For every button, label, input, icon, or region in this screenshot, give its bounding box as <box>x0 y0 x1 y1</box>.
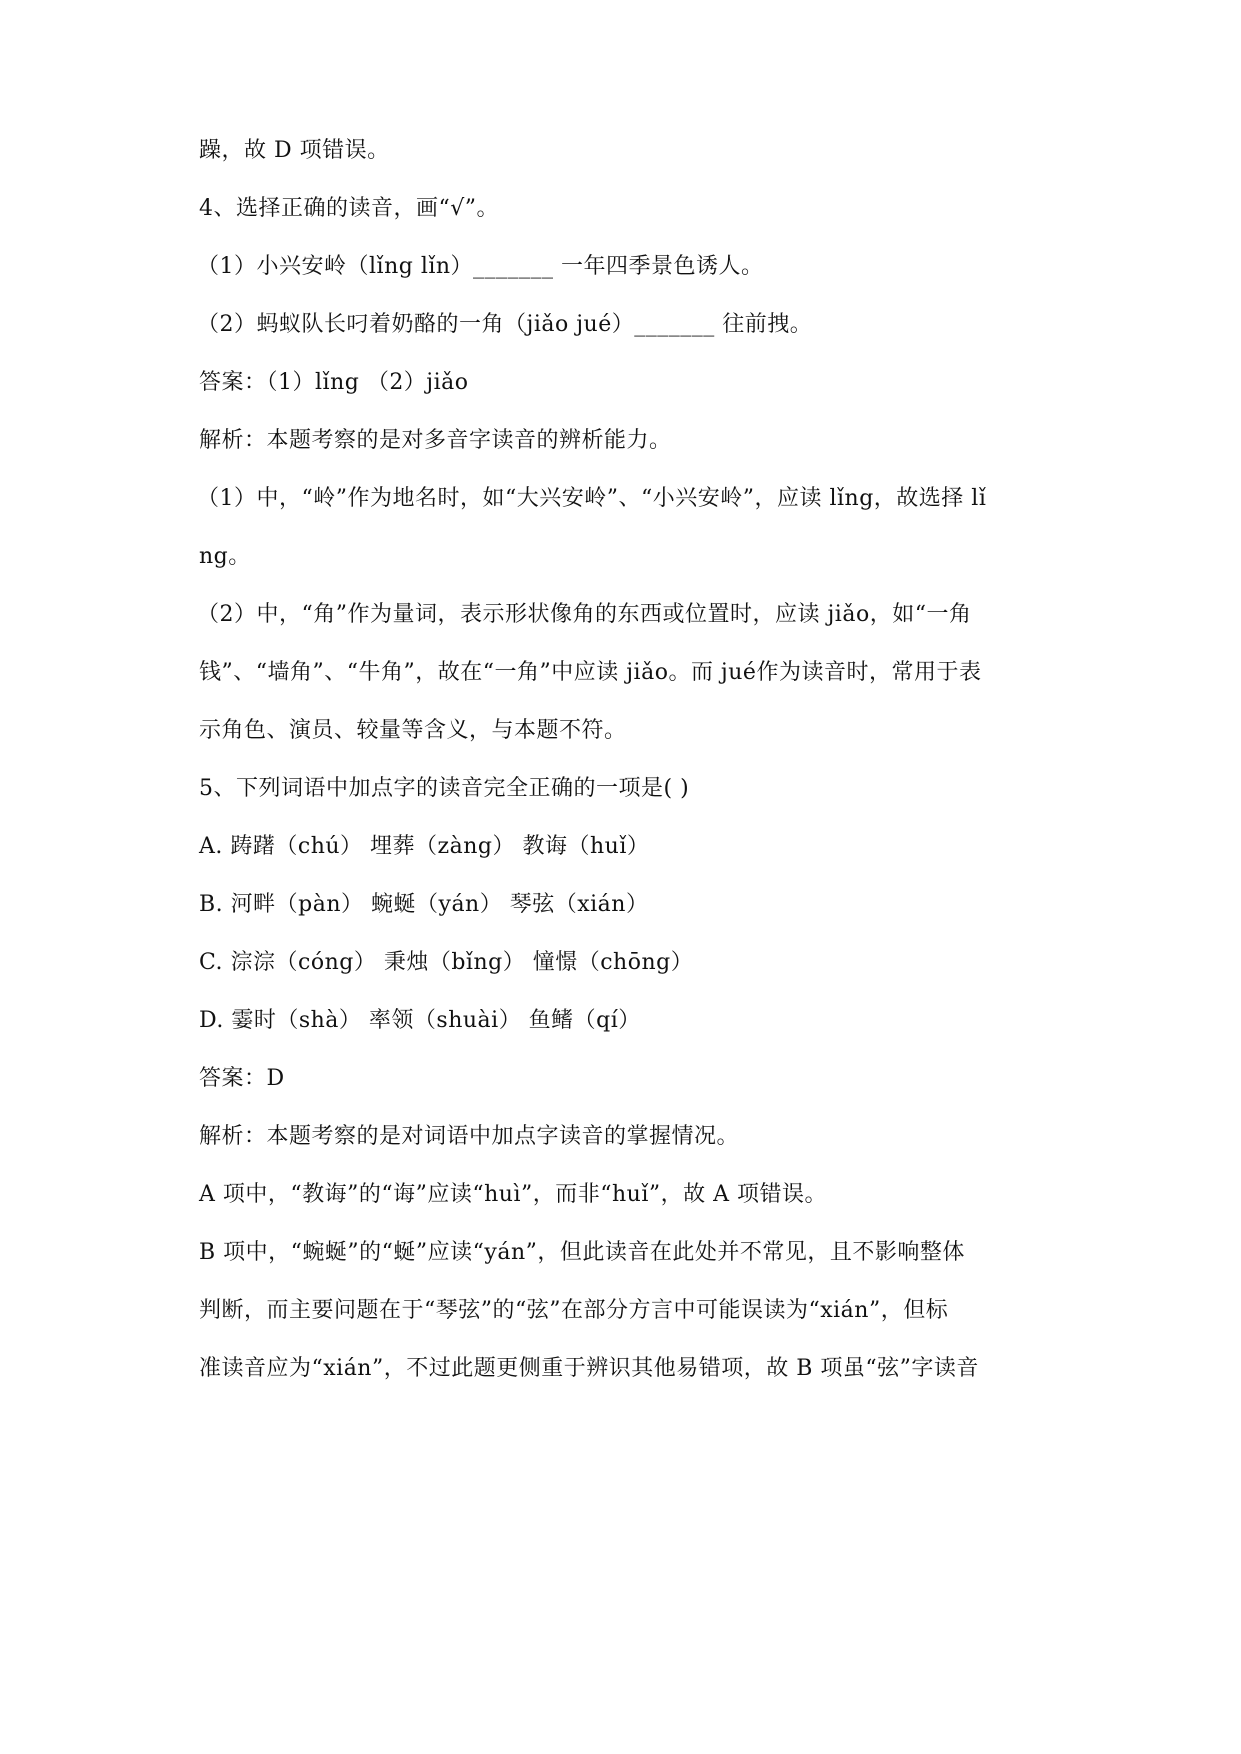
text-line-1: 躁，故 D 项错误。 <box>199 138 390 163</box>
question-5-title: 5、下列词语中加点字的读音完全正确的一项是( ) <box>199 776 690 801</box>
question-4-title: 4、选择正确的读音，画“√”。 <box>199 196 500 221</box>
question-5-option-a: A. 踌躇（chú） 埋葬（zàng） 教诲（huǐ） <box>199 834 650 859</box>
question-5-answer: 答案：D <box>199 1066 285 1091</box>
question-4-answer: 答案：（1）lǐng （2）jiǎo <box>199 370 469 395</box>
question-4-analysis-2-line-3: 示角色、演员、较量等含义，与本题不符。 <box>199 718 627 743</box>
question-4-analysis-2-line-2: 钱”、“墙角”、“牛角”，故在“一角”中应读 jiǎo。而 jué作为读音时，常用于表 <box>199 660 982 685</box>
question-5-option-c: C. 淙淙（cóng） 秉烛（bǐng） 憧憬（chōng） <box>199 950 694 975</box>
question-4-item-2: （2）蚂蚁队长叼着奶酪的一角（jiǎo jué）_______ 往前拽。 <box>197 312 813 337</box>
question-4-analysis-intro: 解析：本题考察的是对多音字读音的辨析能力。 <box>199 428 672 453</box>
question-5-option-d: D. 霎时（shà） 率领（shuài） 鱼鳍（qí） <box>199 1008 641 1033</box>
question-5-analysis-a: A 项中，“教诲”的“诲”应读“huì”，而非“huǐ”，故 A 项错误。 <box>199 1182 827 1207</box>
question-4-analysis-2-line-1: （2）中，“角”作为量词，表示形状像角的东西或位置时，应读 jiǎo，如“一角 <box>197 602 972 627</box>
question-5-analysis-b-line-3: 准读音应为“xián”，不过此题更侧重于辨识其他易错项，故 B 项虽“弦”字读音 <box>199 1356 979 1381</box>
question-5-analysis-b-line-2: 判断，而主要问题在于“琴弦”的“弦”在部分方言中可能误读为“xián”，但标 <box>199 1298 949 1323</box>
question-4-item-1: （1）小兴安岭（lǐng lǐn）_______ 一年四季景色诱人。 <box>197 254 764 279</box>
question-5-option-b: B. 河畔（pàn） 蜿蜒（yán） 琴弦（xián） <box>199 892 649 917</box>
question-5-analysis-intro: 解析：本题考察的是对词语中加点字读音的掌握情况。 <box>199 1124 740 1149</box>
question-5-analysis-b-line-1: B 项中，“蜿蜒”的“蜒”应读“yán”，但此读音在此处并不常见，且不影响整体 <box>199 1240 965 1265</box>
question-4-analysis-1-line-1: （1）中，“岭”作为地名时，如“大兴安岭”、“小兴安岭”，应读 lǐng，故选择 lǐ <box>197 486 987 511</box>
question-4-analysis-1-line-2: ng。 <box>199 544 251 569</box>
